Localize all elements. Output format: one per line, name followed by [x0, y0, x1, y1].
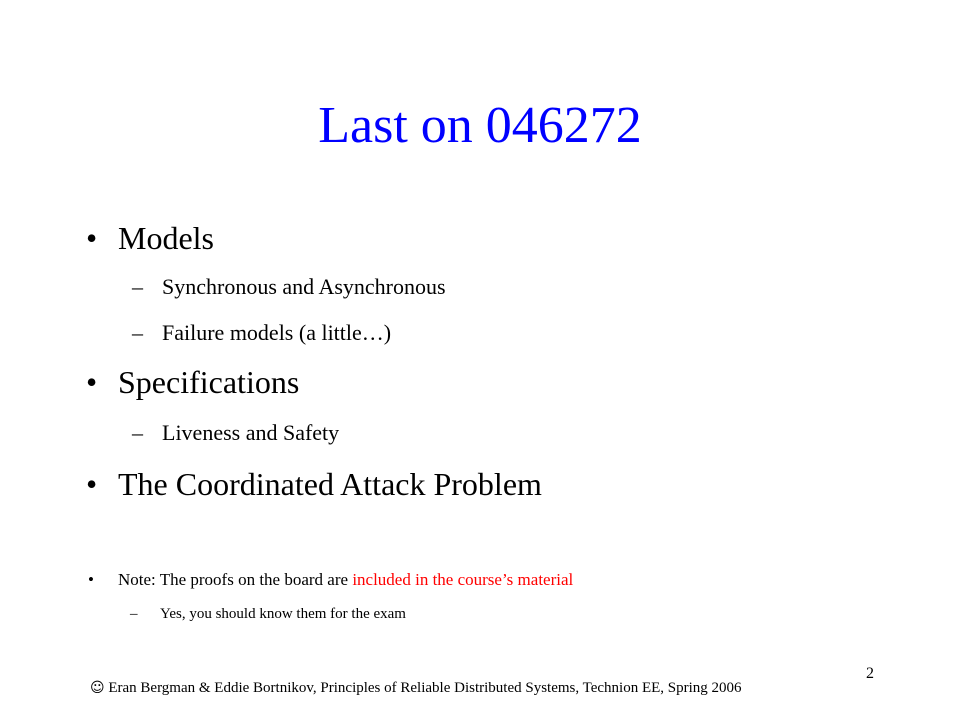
- bullet-text: Specifications: [118, 364, 300, 400]
- sub-bullet-failure: [132, 318, 392, 348]
- bullet-specifications: [86, 362, 300, 402]
- page-number: 2: [866, 665, 874, 682]
- footer-copyright: [90, 678, 742, 698]
- dash-marker: –: [132, 274, 143, 299]
- note-text: [118, 568, 573, 592]
- bullet-dot: •: [86, 364, 98, 400]
- bullet-models: [86, 218, 214, 258]
- note-sub-text: Yes, you should know them for the exam: [160, 606, 406, 622]
- bullet-coordinated-attack: [86, 464, 542, 504]
- dash-marker: –: [132, 320, 143, 345]
- bullet-dot: •: [86, 220, 98, 256]
- copyright-icon: ☺: [90, 680, 105, 696]
- sub-bullet-text: Synchronous and Asynchronous: [162, 274, 446, 299]
- note-sub-bullet: [130, 603, 406, 625]
- sub-bullet-text: Failure models (a little…): [162, 320, 392, 345]
- sub-bullet-sync: [132, 272, 446, 302]
- dash-marker: –: [132, 420, 143, 445]
- sub-bullet-text: Liveness and Safety: [162, 420, 340, 445]
- bullet-dot: •: [86, 466, 98, 502]
- footer-text: Eran Bergman & Eddie Bortnikov, Principles of Reliable Distributed Systems, Technion EE, Spring 2006: [108, 680, 742, 696]
- dash-marker: –: [130, 606, 138, 622]
- note-text-plain: Note: The proofs on the board are: [118, 570, 353, 589]
- bullet-text: Models: [118, 220, 214, 256]
- sub-bullet-liveness: [132, 418, 340, 448]
- bullet-text: The Coordinated Attack Problem: [118, 466, 542, 502]
- note-bullet: [88, 568, 574, 592]
- note-text-highlight: included in the course’s material: [352, 570, 574, 589]
- bullet-dot: •: [88, 570, 94, 589]
- slide-title: Last on 046272: [318, 97, 642, 154]
